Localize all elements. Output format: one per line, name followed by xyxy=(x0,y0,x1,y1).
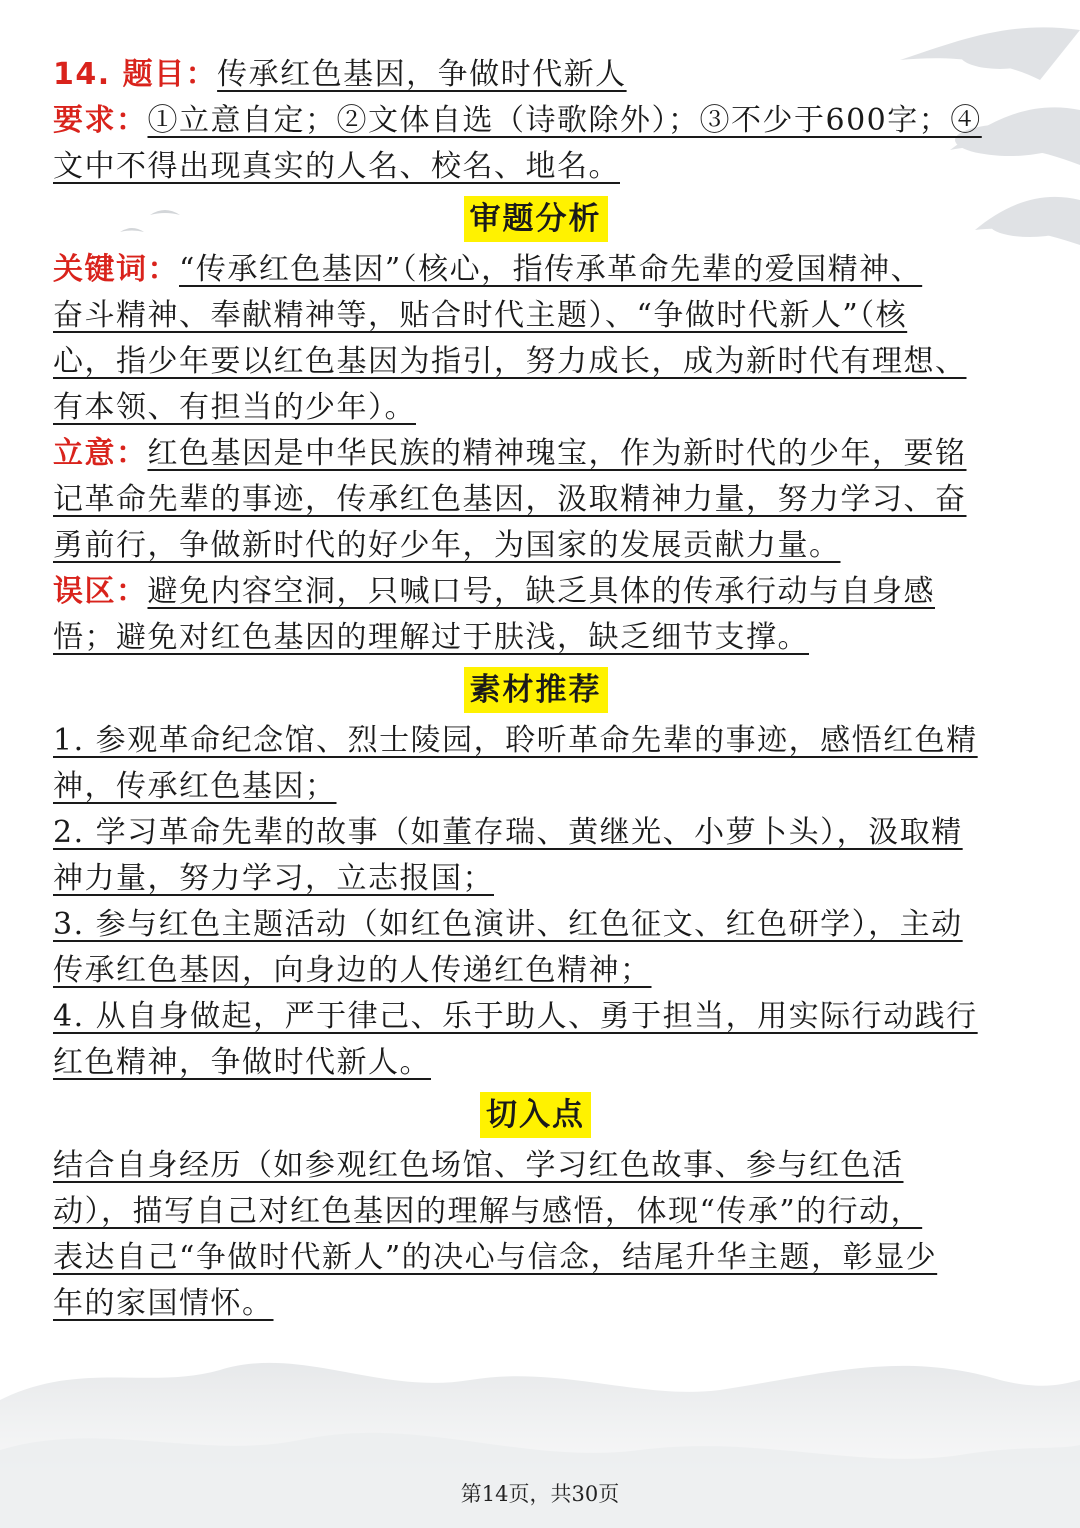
topic-line xyxy=(53,52,1018,98)
materials-line xyxy=(53,856,1018,902)
materials-line xyxy=(53,948,1018,994)
topic-label: 题目： xyxy=(122,57,218,92)
requirements-text-2: 文中不得出现真实的人名、校名、地名。 xyxy=(53,149,620,184)
pitfall-text: 悟；避免对红色基因的理解过于肤浅，缺乏细节支撑。 xyxy=(53,620,809,655)
entry-text: 动），描写自己对红色基因的理解与感悟，体现“传承”的行动， xyxy=(53,1194,923,1229)
requirements-label: 要求： xyxy=(53,103,148,138)
entry-line xyxy=(53,1235,1018,1281)
theme-line-3 xyxy=(53,523,1018,569)
topic-text: 传承红色基因，争做时代新人 xyxy=(217,57,627,92)
materials-text: 1. 参观革命纪念馆、烈士陵园，聆听革命先辈的事迹，感悟红色精 xyxy=(53,723,978,758)
materials-text: 神，传承红色基因； xyxy=(53,769,337,804)
theme-line-2 xyxy=(53,477,1018,523)
keywords-line-2 xyxy=(53,293,1018,339)
pitfall-label: 误区： xyxy=(53,574,148,609)
entry-line xyxy=(53,1281,1018,1327)
theme-line-1 xyxy=(53,431,1018,477)
requirements-line-2 xyxy=(53,144,1018,190)
entry-text: 表达自己“争做时代新人”的决心与信念，结尾升华主题，彰显少 xyxy=(53,1240,938,1275)
theme-text: 记革命先辈的事迹，传承红色基因，汲取精神力量，努力学习、奋 xyxy=(53,482,967,517)
page-number-footer: 第14页，共30页 xyxy=(460,1482,620,1506)
materials-line xyxy=(53,1040,1018,1086)
question-number: 14. xyxy=(53,57,123,92)
materials-line xyxy=(53,718,1018,764)
pitfall-line-1 xyxy=(53,569,1018,615)
theme-label: 立意： xyxy=(53,436,148,471)
materials-heading-row xyxy=(53,663,1018,717)
essay-guide xyxy=(53,52,1018,1327)
materials-heading: 素材推荐 xyxy=(464,667,608,713)
materials-text: 4. 从自身做起，严于律己、乐于助人、勇于担当，用实际行动践行 xyxy=(53,999,978,1034)
keywords-text: 心，指少年要以红色基因为指引，努力成长，成为新时代有理想、 xyxy=(53,344,967,379)
materials-text: 神力量，努力学习，立志报国； xyxy=(53,861,494,896)
theme-text: 勇前行，争做新时代的好少年，为国家的发展贡献力量。 xyxy=(53,528,841,563)
keywords-text: “传承红色基因”（核心，指传承革命先辈的爱国精神、 xyxy=(179,252,923,287)
entry-heading: 切入点 xyxy=(480,1092,591,1138)
keywords-line-1 xyxy=(53,247,1018,293)
materials-line xyxy=(53,810,1018,856)
pitfall-text: 避免内容空洞，只喊口号，缺乏具体的传承行动与自身感 xyxy=(147,574,935,609)
entry-heading-row xyxy=(53,1088,1018,1142)
analysis-heading: 审题分析 xyxy=(464,196,608,242)
requirements-text-1: ①立意自定；②文体自选（诗歌除外）；③不少于600字；④ xyxy=(147,103,982,138)
materials-text: 红色精神，争做时代新人。 xyxy=(53,1045,431,1080)
requirements-line-1 xyxy=(53,98,1018,144)
keywords-line-4 xyxy=(53,385,1018,431)
materials-text: 传承红色基因，向身边的人传递红色精神； xyxy=(53,953,652,988)
keywords-text: 奋斗精神、奉献精神等，贴合时代主题）、“争做时代新人”（核 xyxy=(53,298,908,333)
materials-line xyxy=(53,902,1018,948)
materials-line xyxy=(53,764,1018,810)
entry-line xyxy=(53,1189,1018,1235)
keywords-label: 关键词： xyxy=(53,252,179,287)
theme-text: 红色基因是中华民族的精神瑰宝，作为新时代的少年，要铭 xyxy=(147,436,967,471)
materials-line xyxy=(53,994,1018,1040)
analysis-heading-row xyxy=(53,192,1018,246)
pitfall-line-2 xyxy=(53,615,1018,661)
entry-text: 年的家国情怀。 xyxy=(53,1286,274,1321)
materials-text: 3. 参与红色主题活动（如红色演讲、红色征文、红色研学），主动 xyxy=(53,907,963,942)
entry-line xyxy=(53,1143,1018,1189)
keywords-line-3 xyxy=(53,339,1018,385)
entry-text: 结合自身经历（如参观红色场馆、学习红色故事、参与红色活 xyxy=(53,1148,904,1183)
keywords-text: 有本领、有担当的少年）。 xyxy=(53,390,416,425)
materials-text: 2. 学习革命先辈的故事（如董存瑞、黄继光、小萝卜头），汲取精 xyxy=(53,815,963,850)
